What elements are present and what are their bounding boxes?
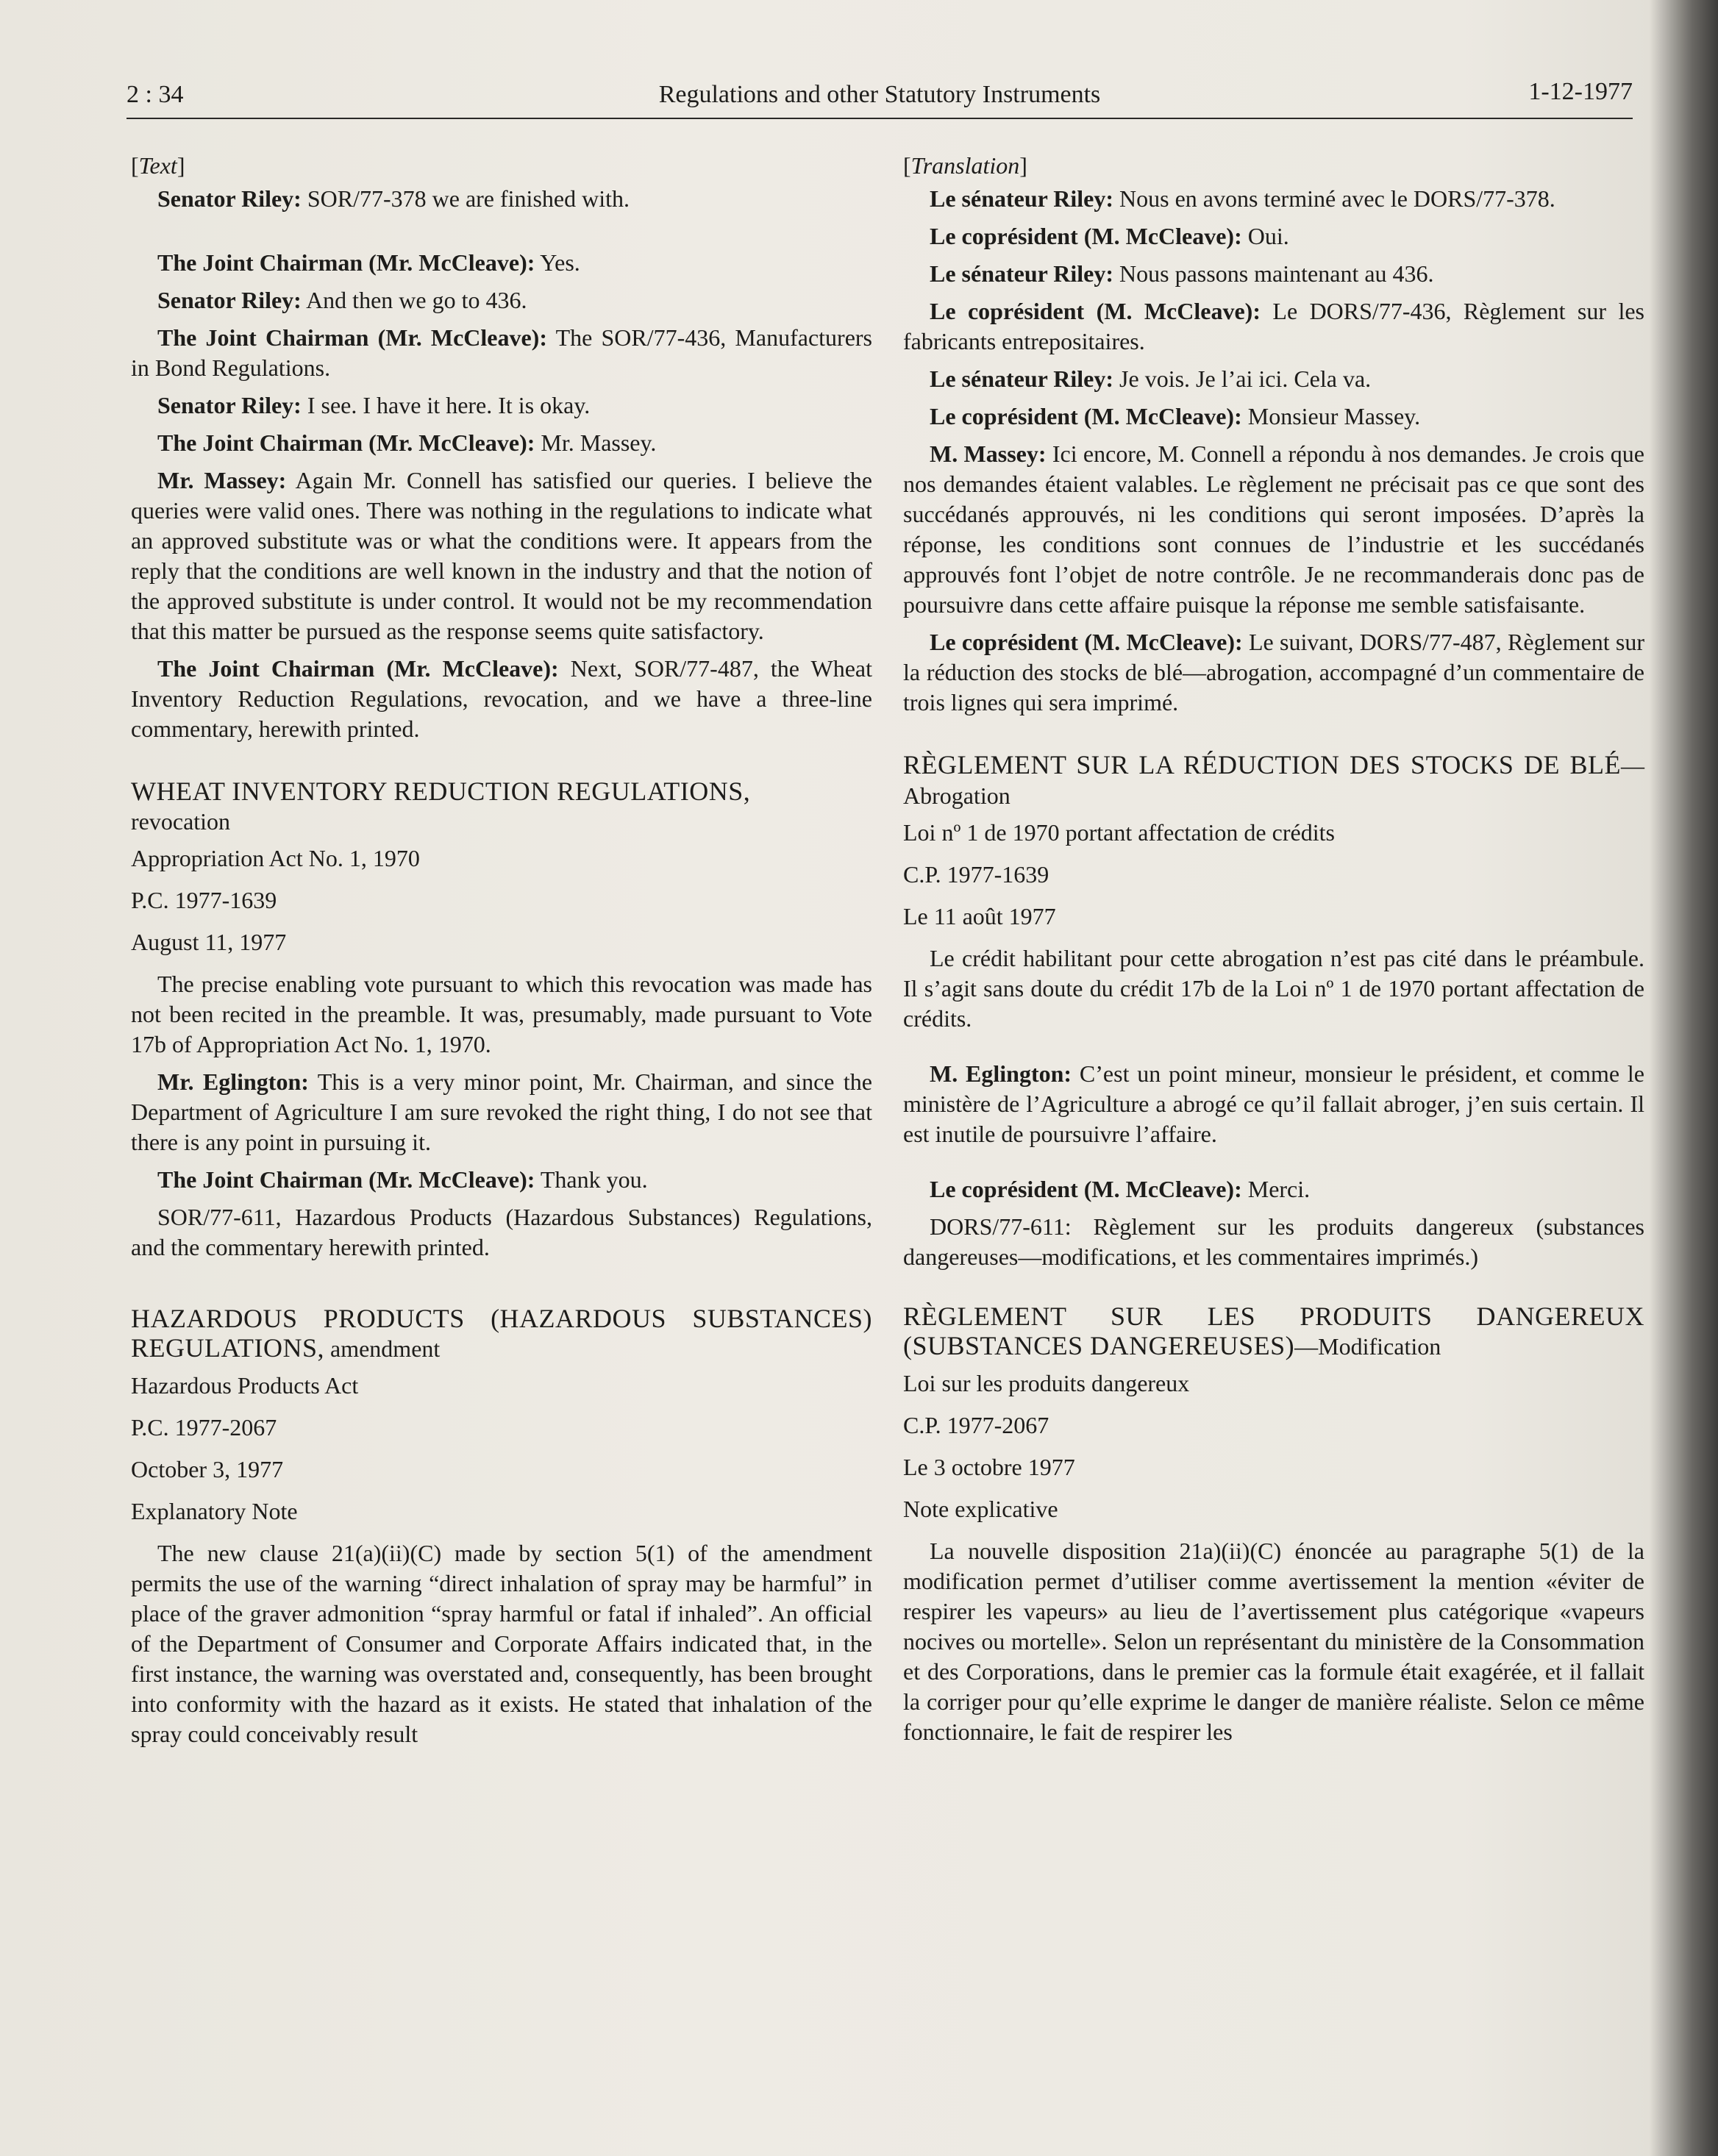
speaker: The Joint Chairman (Mr. McCleave): bbox=[157, 429, 535, 456]
speaker: M. Eglington: bbox=[930, 1060, 1072, 1087]
speaker: Senator Riley: bbox=[157, 287, 302, 313]
commentary-paragraph: Le crédit habilitant pour cette abrogation n’est pas cité dans le préambule. Il s’agit sans doute du crédit 17b de la Loi nº 1 de 1970 portant affectation de crédits. bbox=[903, 945, 1644, 1032]
running-header bbox=[126, 76, 1633, 119]
section-heading: RÈGLEMENT SUR LES PRODUITS DANGEREUX (SUBSTANCES DANGEREUSES)—Modification bbox=[903, 1302, 1644, 1360]
speaker: The Joint Chairman (Mr. McCleave): bbox=[157, 249, 535, 276]
speaker: Le coprésident (M. McCleave): bbox=[930, 298, 1261, 324]
speech-paragraph: The Joint Chairman (Mr. McCleave): Next, SOR/77-487, the Wheat Inventory Reduction Regulations, revocation, and we have a three-line commentary, herewith printed. bbox=[131, 655, 872, 742]
enabling-act: Hazardous Products Act bbox=[131, 1372, 359, 1399]
speech-paragraph: SOR/77-611, Hazardous Products (Hazardous Substances) Regulations, and the commentary herewith printed. bbox=[131, 1204, 872, 1260]
speaker: Le coprésident (M. McCleave): bbox=[930, 629, 1243, 655]
speaker: Le sénateur Riley: bbox=[930, 365, 1114, 392]
speech-paragraph: Mr. Massey: Again Mr. Connell has satisfied our queries. I believe the queries were valid ones. There was nothing in the regulations to indicate what an approved substitute was or what the conditions were. It appears from the reply that the conditions are well known in the industry and that the notion of the approved substitute is under control. It would not be my recommendation that this matter be pursued as the response seems quite satisfactory. bbox=[131, 467, 873, 644]
speaker: Le coprésident (M. McCleave): bbox=[930, 223, 1242, 249]
speech-paragraph: Le sénateur Riley: Nous passons maintenant au 436. bbox=[930, 260, 1434, 287]
speech-paragraph: DORS/77-611: Règlement sur les produits dangereux (substances dangereuses—modifications, et les commentaires imprimés.) bbox=[903, 1213, 1644, 1270]
speech-paragraph: Le coprésident (M. McCleave): Oui. bbox=[930, 223, 1289, 249]
speaker: Le sénateur Riley: bbox=[930, 185, 1114, 212]
enabling-act: Loi sur les produits dangereux bbox=[903, 1370, 1190, 1396]
speech-paragraph: Le coprésident (M. McCleave): Merci. bbox=[930, 1176, 1311, 1202]
column-label: [Translation] bbox=[903, 152, 1027, 179]
order-number: P.C. 1977-2067 bbox=[131, 1414, 277, 1441]
speaker: The Joint Chairman (Mr. McCleave): bbox=[157, 655, 559, 682]
speech-paragraph: Le sénateur Riley: Je vois. Je l’ai ici. Cela va. bbox=[930, 365, 1372, 392]
order-date: October 3, 1977 bbox=[131, 1456, 284, 1482]
section-heading: RÈGLEMENT SUR LA RÉDUCTION DES STOCKS DE BLÉ—Abrogation bbox=[903, 750, 1644, 809]
speech-paragraph: Le sénateur Riley: Nous en avons terminé avec le DORS/77-378. bbox=[930, 185, 1555, 212]
order-number: P.C. 1977-1639 bbox=[131, 887, 277, 913]
enabling-act: Loi nº 1 de 1970 portant affectation de crédits bbox=[903, 819, 1335, 846]
speaker: Mr. Massey: bbox=[157, 467, 287, 493]
speech-paragraph: Mr. Eglington: This is a very minor point, Mr. Chairman, and since the Department of Agriculture I am sure revoked the right thing, I do not see that there is any point in pursuing it. bbox=[131, 1068, 873, 1155]
publication-title: Regulations and other Statutory Instruments bbox=[658, 81, 1101, 108]
speaker: Le coprésident (M. McCleave): bbox=[930, 403, 1242, 429]
speaker: The Joint Chairman (Mr. McCleave): bbox=[157, 1166, 535, 1193]
order-date: Le 11 août 1977 bbox=[903, 903, 1056, 929]
speech-paragraph: Le coprésident (M. McCleave): Le DORS/77-436, Règlement sur les fabricants entrepositaires. bbox=[903, 298, 1645, 354]
speaker: Senator Riley: bbox=[157, 392, 302, 418]
note-heading: Note explicative bbox=[903, 1496, 1058, 1522]
commentary-paragraph: The precise enabling vote pursuant to which this revocation was made has not been recited in the preamble. It was, presumably, made pursuant to Vote 17b of Appropriation Act No. 1, 1970. bbox=[131, 971, 872, 1057]
speech-paragraph: The Joint Chairman (Mr. McCleave): Thank you. bbox=[157, 1166, 648, 1193]
column-label: [Text] bbox=[131, 152, 185, 179]
speech-paragraph: Senator Riley: I see. I have it here. It is okay. bbox=[157, 392, 591, 418]
speaker: Mr. Eglington: bbox=[157, 1068, 309, 1095]
speaker: The Joint Chairman (Mr. McCleave): bbox=[157, 324, 547, 351]
issue-date: 1-12-1977 bbox=[1528, 78, 1633, 105]
page-number: 2 : 34 bbox=[126, 81, 184, 108]
speaker: Senator Riley: bbox=[157, 185, 302, 212]
speaker: M. Massey: bbox=[930, 440, 1047, 467]
french-column bbox=[903, 151, 1644, 1755]
english-column bbox=[131, 151, 872, 1757]
speech-paragraph: M. Massey: Ici encore, M. Connell a répondu à nos demandes. Je crois que nos demandes étaient valables. Le règlement ne précisait pas ce que sont des succédanés approuvés, ni les conditions qui seront imposées. D’après la réponse, les conditions sont connues de l’industrie et les succédanés approuvés font l’objet de notre contrôle. Je ne recommanderais donc pas de poursuivre dans cette affaire puisque la réponse me semble satisfaisante. bbox=[903, 440, 1645, 618]
speech-paragraph: Senator Riley: SOR/77-378 we are finished with. bbox=[157, 185, 630, 212]
section-heading: HAZARDOUS PRODUCTS (HAZARDOUS SUBSTANCES) REGULATIONS, amendment bbox=[131, 1304, 872, 1363]
section-heading: WHEAT INVENTORY REDUCTION REGULATIONS, revocation bbox=[131, 777, 751, 835]
order-date: Le 3 octobre 1977 bbox=[903, 1454, 1075, 1480]
speech-paragraph: The Joint Chairman (Mr. McCleave): Yes. bbox=[157, 249, 580, 276]
speech-paragraph: M. Eglington: C’est un point mineur, monsieur le président, et comme le ministère de l’Agriculture a abrogé ce qu’il fallait abroger, j’en suis certain. Il est inutile de poursuivre l’affaire. bbox=[903, 1060, 1645, 1147]
speech-paragraph: The Joint Chairman (Mr. McCleave): Mr. Massey. bbox=[157, 429, 657, 456]
speech-paragraph: Senator Riley: And then we go to 436. bbox=[157, 287, 527, 313]
speaker: Le coprésident (M. McCleave): bbox=[930, 1176, 1242, 1202]
speaker: Le sénateur Riley: bbox=[930, 260, 1114, 287]
enabling-act: Appropriation Act No. 1, 1970 bbox=[131, 845, 420, 871]
speech-paragraph: The Joint Chairman (Mr. McCleave): The SOR/77-436, Manufacturers in Bond Regulations. bbox=[131, 324, 873, 381]
speech-paragraph: Le coprésident (M. McCleave): Monsieur Massey. bbox=[930, 403, 1421, 429]
commentary-paragraph: The new clause 21(a)(ii)(C) made by section 5(1) of the amendment permits the use of the warning “direct inhalation of spray may be harmful” in place of the graver admonition “spray harmful or fatal if inhaled”. An official of the Department of Consumer and Corporate Affairs indicated that, in the first instance, the warning was overstated and, consequently, has been brought into conformity with the hazard as it exists. He stated that inhalation of the spray could conceivably result bbox=[131, 1540, 872, 1747]
order-date: August 11, 1977 bbox=[131, 929, 287, 955]
commentary-paragraph: La nouvelle disposition 21a)(ii)(C) énoncée au paragraphe 5(1) de la modification permet d’utiliser comme avertissement la mention «éviter de respirer les vapeurs» au lieu de l’avertissement plus catégorique «vapeurs nocives ou mortelle». Selon un représentant du ministère de la Consommation et des Corporations, dans le premier cas la formule était exagérée, et il fallait la corriger pour qu’elle exprime le danger de manière réaliste. Selon ce même fonctionnaire, le fait de respirer les bbox=[903, 1538, 1644, 1745]
note-heading: Explanatory Note bbox=[131, 1498, 298, 1524]
speech-paragraph: Le coprésident (M. McCleave): Le suivant, DORS/77-487, Règlement sur la réduction des stocks de blé—abrogation, accompagné d’un commentaire de trois lignes qui sera imprimé. bbox=[903, 629, 1645, 715]
order-number: C.P. 1977-2067 bbox=[903, 1412, 1049, 1438]
order-number: C.P. 1977-1639 bbox=[903, 861, 1049, 888]
